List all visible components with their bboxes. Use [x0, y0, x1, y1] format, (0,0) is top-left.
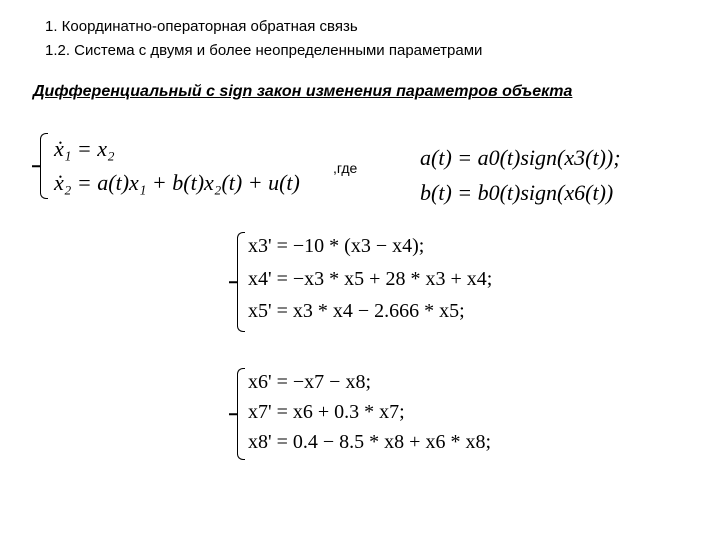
system3-eq1: x6' = −x7 − x8; [248, 371, 371, 393]
header-line-2: 1.2. Система с двумя и более неопределенными параметрами [45, 42, 483, 59]
system3-eq2: x7' = x6 + 0.3 * x7; [248, 401, 405, 423]
system2-eq2: x4' = −x3 * x5 + 28 * x3 + x4; [248, 268, 493, 290]
system1-brace [40, 133, 48, 199]
system2-eq3: x5' = x3 * x4 − 2.666 * x5; [248, 300, 465, 322]
param-b-equation: b(t) = b0(t)sign(x6(t)) [420, 180, 614, 205]
param-a-equation: a(t) = a0(t)sign(x3(t)); [420, 145, 621, 170]
where-label: ,где [333, 160, 358, 176]
system2-brace [237, 232, 245, 332]
header-line-1: 1. Координатно-операторная обратная связь [45, 18, 358, 35]
system1-eq1: ẋ₁ = x₂ [54, 136, 115, 161]
system2-eq1: x3' = −10 * (x3 − x4); [248, 235, 425, 257]
system3-brace [237, 368, 245, 460]
section-subtitle: Дифференциальный с sign закон изменения параметров объекта [33, 83, 573, 100]
system1-eq2: ẋ₂ = a(t)x₁ + b(t)x₂(t) + u(t) [54, 170, 300, 195]
system3-eq3: x8' = 0.4 − 8.5 * x8 + x6 * x8; [248, 431, 491, 453]
